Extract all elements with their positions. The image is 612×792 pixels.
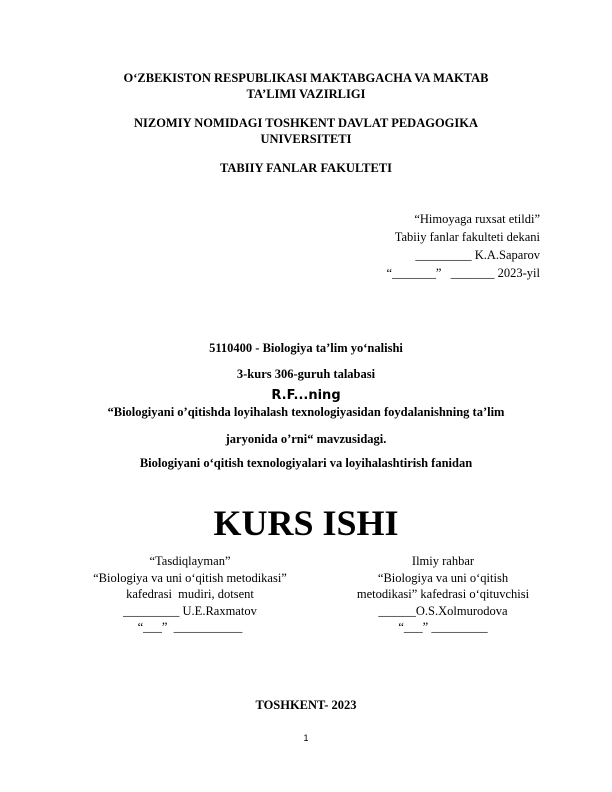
supervisor-block xyxy=(323,553,563,636)
ministry-heading xyxy=(0,70,612,102)
document-title: KURS ISHI xyxy=(213,503,399,543)
approval-line-2: Tabiiy fanlar fakulteti dekani xyxy=(394,230,540,244)
city-year: TOSHKENT- 2023 xyxy=(255,698,357,712)
approval-line-4: “_______” _______ 2023-yil xyxy=(386,266,540,280)
direction-line: 5110400 - Biologiya ta’lim yo‘nalishi xyxy=(209,341,403,355)
approval-line-1: “Himoyaga ruxsat etildi” xyxy=(414,212,540,226)
supervisor-line-3: metodikasi” kafedrasi o‘qituvchisi xyxy=(356,587,530,601)
student-name: R.F...ning xyxy=(271,388,341,403)
approver-line-2: “Biologiya va uni o‘qitish metodikasi” xyxy=(93,570,287,585)
ministry-line-1: O‘ZBEKISTON RESPUBLIKASI MAKTABGACHA VA MAKTAB xyxy=(123,71,489,85)
group-line: 3-kurs 306-guruh talabasi xyxy=(236,367,376,381)
faculty-heading: TABIIY FANLAR FAKULTETI xyxy=(219,161,393,175)
subject-line: Biologiyani o‘qitish texnologiyalari va loyihalashtirish fanidan xyxy=(139,456,473,470)
topic-line-1: “Biologiyani o’qitishda loyihalash texnologiyasidan foydalanishning ta’lim xyxy=(107,405,505,419)
approver-line-4: _________ U.E.Raxmatov xyxy=(123,603,257,618)
approval-line-3: _________ K.A.Saparov xyxy=(415,248,540,262)
university-heading xyxy=(0,115,612,147)
supervisor-line-5: “___” _________ xyxy=(398,620,488,634)
university-line-1: NIZOMIY NOMIDAGI TOSHKENT DAVLAT PEDAGOGIKA xyxy=(133,116,479,130)
supervisor-line-1: Ilmiy rahbar xyxy=(411,554,475,568)
approver-line-3: kafedrasi mudiri, dotsent xyxy=(126,587,254,601)
ministry-line-2: TA’LIMI VAZIRLIGI xyxy=(246,87,366,101)
approver-block xyxy=(70,553,310,636)
university-line-2: UNIVERSITETI xyxy=(260,132,352,146)
supervisor-line-4: ______O.S.Xolmurodova xyxy=(378,603,508,618)
supervisor-line-2: “Biologiya va uni o‘qitish xyxy=(377,570,509,585)
topic-line-2: jaryonida o’rni“ mavzusidagi. xyxy=(225,432,387,446)
page-number: 1 xyxy=(303,733,309,743)
approval-block xyxy=(280,210,540,282)
approver-line-5: “___” ___________ xyxy=(137,620,243,634)
approver-line-1: “Tasdiqlayman” xyxy=(149,554,231,568)
